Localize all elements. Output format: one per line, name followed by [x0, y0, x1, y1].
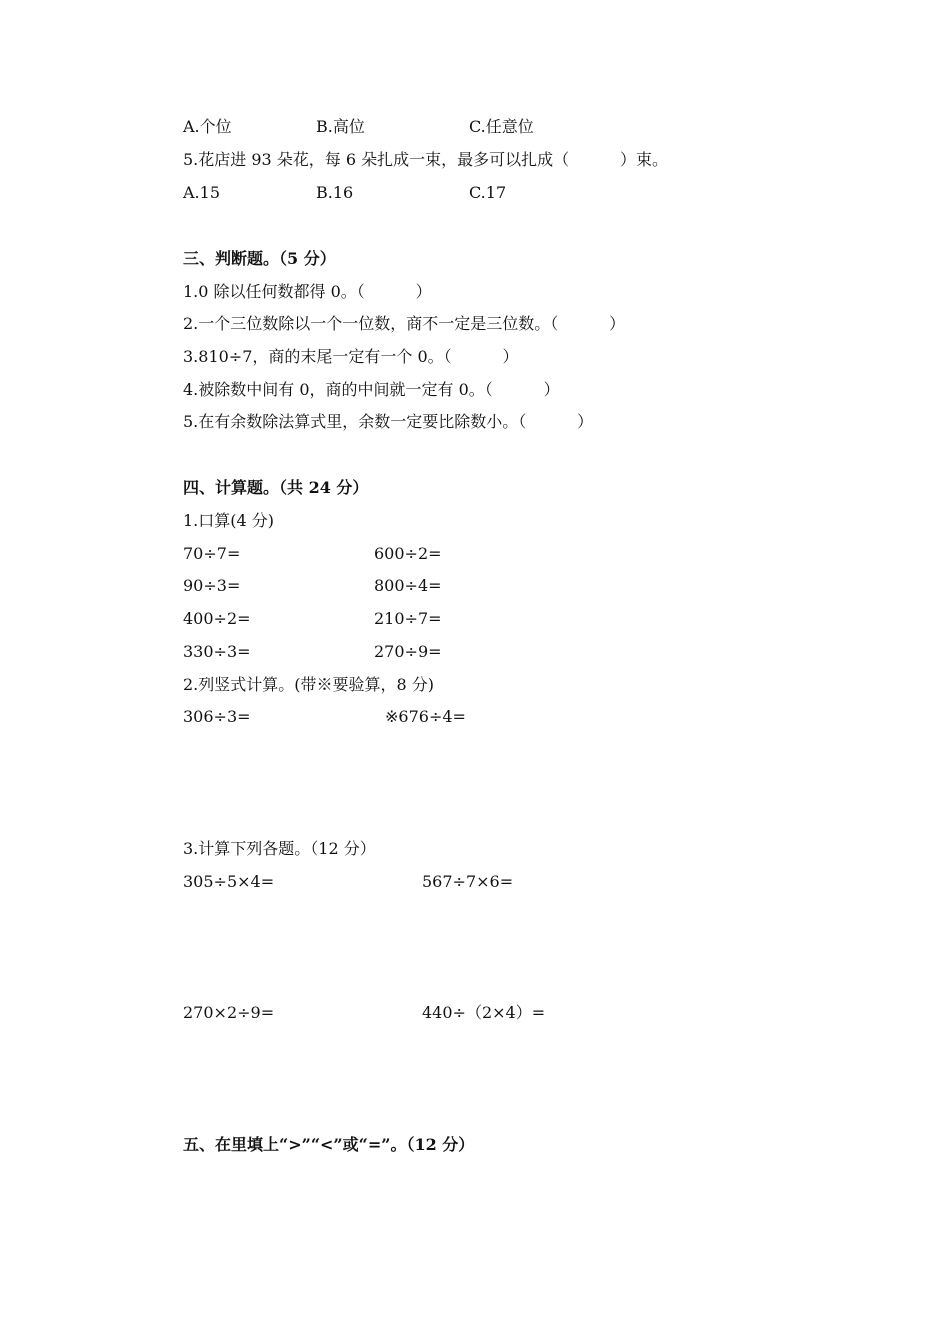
q4-option-b: B.高位: [316, 117, 365, 136]
mixed-item: 270×2÷9=: [183, 1003, 275, 1022]
q4-option-c: C.任意位: [469, 117, 534, 136]
q5-option-a: A.15: [183, 183, 220, 202]
q5-option-c: C.17: [469, 183, 507, 202]
section4-heading: 四、计算题。（共 24 分）: [183, 478, 369, 497]
mixed-item: 567÷7×6=: [422, 872, 514, 891]
part2-title: 2.列竖式计算。(带※要验算，8 分): [183, 675, 435, 694]
oral-item: 270÷9=: [374, 642, 442, 661]
section3-item-1: 1.0 除以任何数都得 0。（ ）: [183, 282, 432, 301]
oral-item: 210÷7=: [374, 609, 442, 628]
q5-option-b: B.16: [316, 183, 354, 202]
mixed-item: 305÷5×4=: [183, 872, 275, 891]
vertical-item: 306÷3=: [183, 707, 251, 726]
section5-heading: 五、在里填上“>”“<”或“=”。（12 分）: [183, 1135, 475, 1154]
section3-item-2: 2.一个三位数除以一个一位数，商不一定是三位数。（ ）: [183, 314, 626, 333]
section3-heading: 三、判断题。（5 分）: [183, 249, 336, 268]
mixed-item: 440÷（2×4）=: [422, 1003, 546, 1022]
oral-item: 330÷3=: [183, 642, 251, 661]
part1-title: 1.口算(4 分): [183, 511, 275, 530]
oral-item: 400÷2=: [183, 609, 251, 628]
q4-option-a: A.个位: [183, 117, 232, 136]
part3-title: 3.计算下列各题。（12 分）: [183, 839, 376, 858]
oral-item: 600÷2=: [374, 544, 442, 563]
section3-item-3: 3.810÷7，商的末尾一定有一个 0。（ ）: [183, 347, 519, 366]
oral-item: 800÷4=: [374, 576, 442, 595]
vertical-item: ※676÷4=: [385, 707, 466, 726]
oral-item: 90÷3=: [183, 576, 241, 595]
oral-item: 70÷7=: [183, 544, 241, 563]
section3-item-4: 4.被除数中间有 0，商的中间就一定有 0。（ ）: [183, 380, 560, 399]
q5-text: 5.花店进 93 朵花，每 6 朵扎成一束，最多可以扎成（ ）束。: [183, 150, 669, 169]
section3-item-5: 5.在有余数除法算式里，余数一定要比除数小。（ ）: [183, 412, 594, 431]
